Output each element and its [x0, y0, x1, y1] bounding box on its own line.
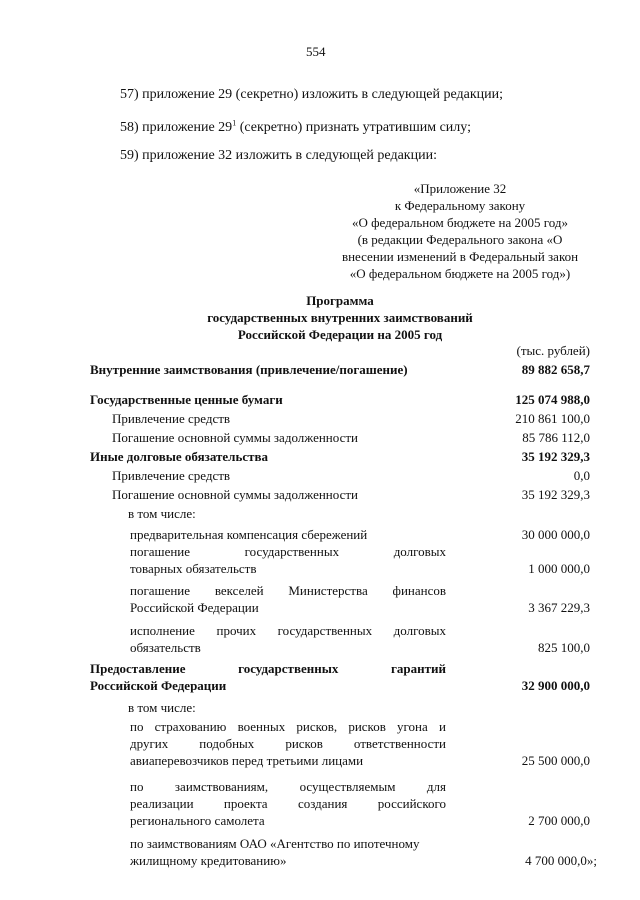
word: для [426, 779, 446, 794]
word: угона [397, 719, 428, 734]
row-other-attract-value: 0,0 [573, 468, 590, 483]
row-commodity-line1 [130, 544, 446, 560]
row-internal-value: 89 882 658,7 [521, 362, 590, 377]
word: заимствованиям, [174, 779, 269, 794]
appendix-line-1: «Приложение 32 [413, 181, 507, 196]
row-bills-value: 3 367 229,3 [528, 600, 590, 615]
word: исполнение [130, 623, 195, 638]
word: финансов [392, 583, 446, 598]
row-other-obligations-line1 [130, 623, 446, 639]
word: государственных [238, 661, 339, 676]
row-other-obligations-value: 825 100,0 [538, 640, 590, 655]
word: по [130, 719, 144, 734]
word: проекта [223, 796, 268, 811]
title-line-2: государственных внутренних заимствований [207, 310, 473, 325]
row-compensation-label: предварительная компенсация сбережений [130, 527, 368, 542]
row-guarantees-line1 [90, 661, 446, 677]
row-bills-line1 [130, 583, 446, 599]
row-military-line1 [130, 719, 446, 735]
appendix-line-4: (в редакции Федерального закона «О [357, 232, 563, 247]
row-mortgage-line1: по заимствованиям ОАО «Агентство по ипотечному [130, 836, 420, 851]
paragraph-58-text: 58) приложение 29 [120, 120, 233, 135]
word: Предоставление [90, 661, 186, 676]
word: подобных [199, 736, 255, 751]
word: векселей [214, 583, 264, 598]
row-mortgage-value: 4 700 000,0»; [525, 853, 597, 868]
word: военных [237, 719, 286, 734]
row-other-debt-value: 35 192 329,3 [521, 449, 590, 464]
row-bills-line2: Российской Федерации [130, 600, 259, 615]
row-mortgage-line2: жилищному кредитованию» [130, 853, 287, 868]
title-line-3: Российской Федерации на 2005 год [237, 327, 443, 342]
row-aircraft-line1 [130, 779, 446, 795]
row-aircraft-line2 [130, 796, 446, 812]
word: реализации [130, 796, 194, 811]
paragraph-59: 59) приложение 32 изложить в следующей редакции: [120, 148, 437, 163]
page-number: 554 [306, 44, 326, 59]
appendix-line-5: внесении изменений в Федеральный закон [341, 249, 579, 264]
row-commodity-value: 1 000 000,0 [528, 561, 590, 576]
paragraph-58-superscript: 1 [232, 118, 237, 128]
appendix-line-2: к Федеральному закону [394, 198, 526, 213]
row-securities-label: Государственные ценные бумаги [90, 392, 283, 407]
word: прочих [216, 623, 257, 638]
row-internal-label: Внутренние заимствования (привлечение/погашение) [90, 362, 408, 377]
word: создания [297, 796, 348, 811]
row-military-value: 25 500 000,0 [521, 753, 590, 768]
row-military-line3: авиаперевозчиков перед третьими лицами [130, 753, 364, 768]
word: ответственности [353, 736, 446, 751]
title-line-1: Программа [306, 293, 374, 308]
row-including-1-label: в том числе: [128, 506, 196, 521]
word: других [130, 736, 169, 751]
row-military-line2 [130, 736, 446, 752]
word: гарантий [391, 661, 446, 676]
row-including-2-label: в том числе: [128, 700, 196, 715]
word: государственных [277, 623, 373, 638]
row-securities-value: 125 074 988,0 [515, 392, 590, 407]
unit-label: (тыс. рублей) [516, 343, 590, 358]
paragraph-58-rest: (секретно) признать утратившим силу; [236, 120, 471, 135]
row-other-obligations-line2: обязательств [130, 640, 201, 655]
word: страхованию [154, 719, 227, 734]
row-other-repay-label: Погашение основной суммы задолженности [112, 487, 358, 502]
word: погашение [130, 544, 191, 559]
word: долговых [393, 623, 446, 638]
word: Министерства [288, 583, 368, 598]
row-compensation-value: 30 000 000,0 [521, 527, 590, 542]
word: осуществляемым [299, 779, 396, 794]
row-other-debt-label: Иные долговые обязательства [90, 449, 269, 464]
row-aircraft-value: 2 700 000,0 [528, 813, 590, 828]
row-guarantees-line2: Российской Федерации [90, 678, 227, 693]
row-securities-repay-value: 85 786 112,0 [522, 430, 590, 445]
paragraph-58 [120, 120, 471, 136]
row-securities-attract-value: 210 861 100,0 [515, 411, 590, 426]
row-commodity-line2: товарных обязательств [130, 561, 257, 576]
appendix-line-6: «О федеральном бюджете на 2005 год») [349, 266, 571, 281]
appendix-line-3: «О федеральном бюджете на 2005 год» [351, 215, 569, 230]
row-securities-attract-label: Привлечение средств [112, 411, 231, 426]
paragraph-57: 57) приложение 29 (секретно) изложить в следующей редакции; [120, 87, 504, 102]
word: долговых [393, 544, 446, 559]
word: рисков [285, 736, 323, 751]
word: погашение [130, 583, 191, 598]
word: государственных [244, 544, 340, 559]
word: и [438, 719, 446, 734]
word: рисков, [296, 719, 338, 734]
row-guarantees-value: 32 900 000,0 [521, 678, 590, 693]
word: российского [377, 796, 446, 811]
row-securities-repay-label: Погашение основной суммы задолженности [112, 430, 358, 445]
word: рисков [348, 719, 386, 734]
row-aircraft-line3: регионального самолета [130, 813, 265, 828]
row-other-repay-value: 35 192 329,3 [521, 487, 590, 502]
word: по [130, 779, 144, 794]
row-other-attract-label: Привлечение средств [112, 468, 231, 483]
